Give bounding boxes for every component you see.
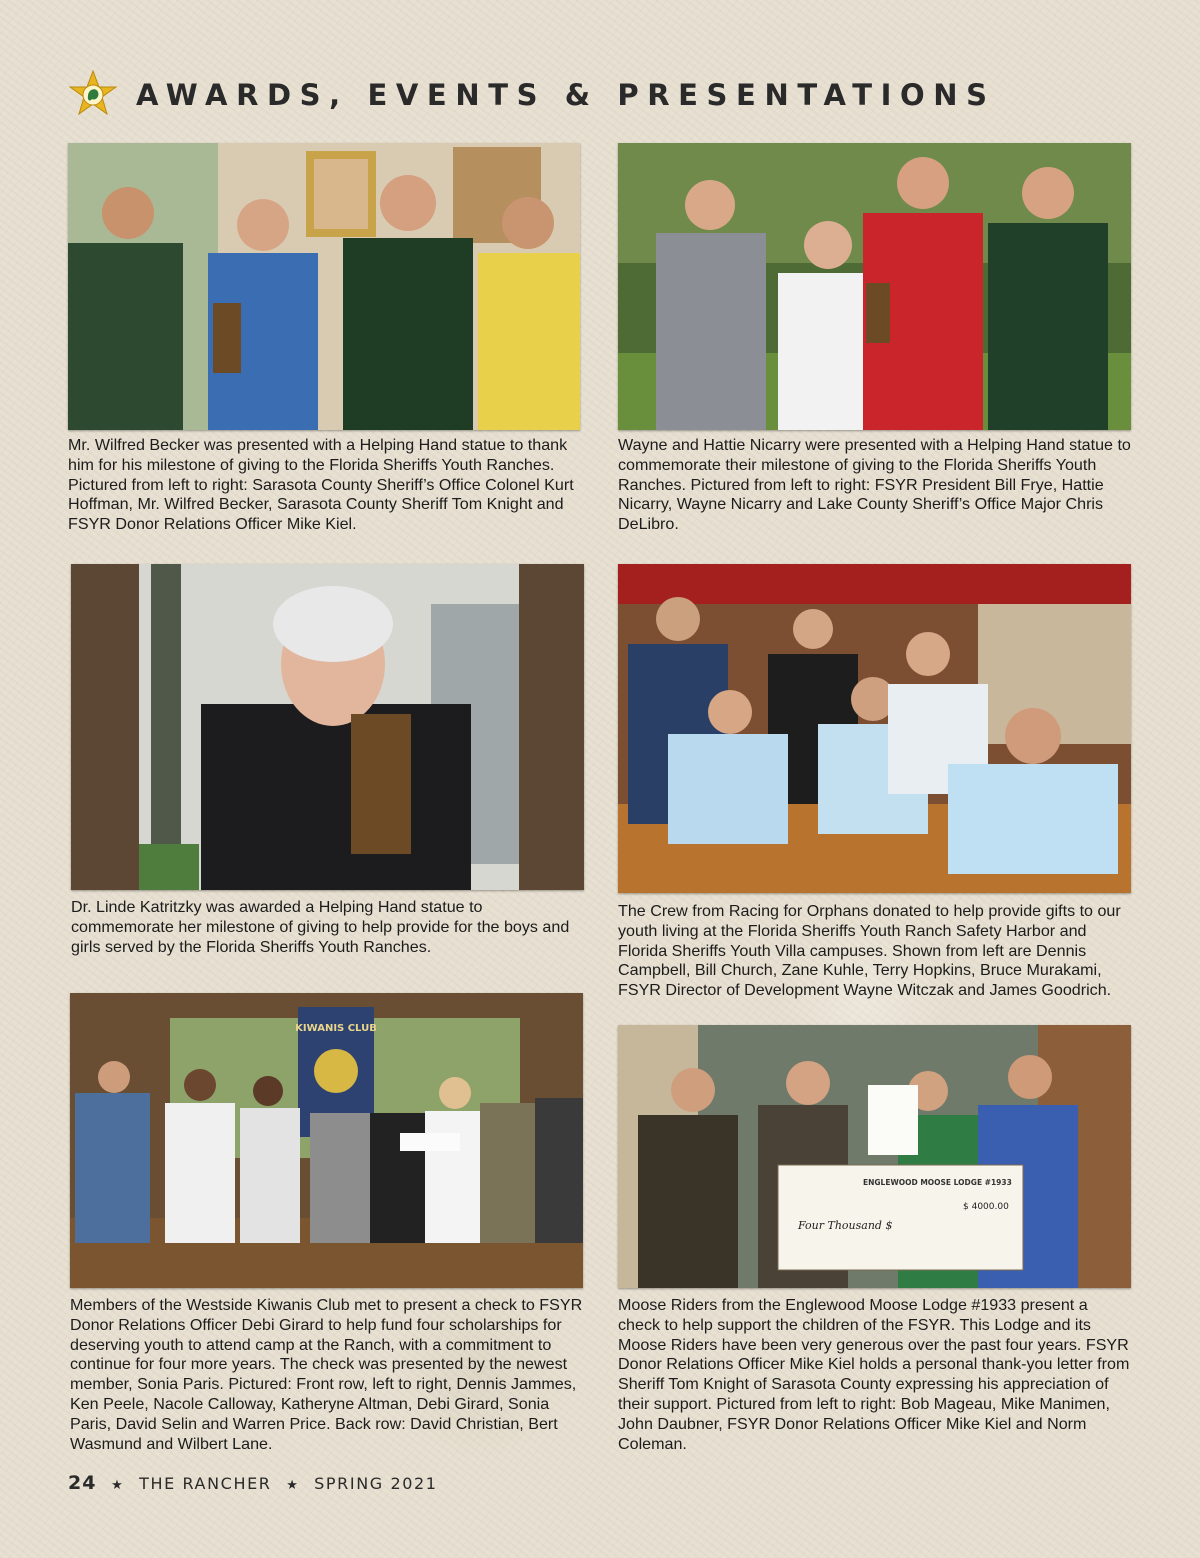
photo-moose-riders [618, 1025, 1131, 1288]
page-title: AWARDS, EVENTS & PRESENTATIONS [136, 78, 996, 112]
check-amount-words: Four Thousand $ [798, 1219, 893, 1232]
photo-icon [68, 143, 580, 430]
caption-becker: Mr. Wilfred Becker was presented with a Helping Hand statue to thank him for his milestone of giving to the Florida Sheriffs Youth Ranches. Pictured from left to right: Sarasota County Sheriff’s Office Colonel Kurt Hoffman, Mr. Wilfred Becker, Sarasota County Sheriff Tom Knight and FSYR Donor Relations Officer Mike Kiel. [68, 436, 574, 534]
caption-moose-riders: Moose Riders from the Englewood Moose Lodge #1933 present a check to help support the children of the FSYR. This Lodge and its Moose Riders have been very generous over the past four years. FSYR Donor Relations Officer Mike Kiel holds a personal thank-you letter from Sheriff Tom Knight of Sarasota County expressing his appreciation of their support. Pictured from left to right: Bob Mageau, Mike Manimen, John Daubner, FSYR Donor Relations Officer Mike Kiel and Norm Coleman. [618, 1296, 1130, 1453]
photo-katritzky-award [71, 564, 584, 890]
publication-name: THE RANCHER [139, 1474, 272, 1493]
caption-westside-kiwanis: Members of the Westside Kiwanis Club met to present a check to FSYR Donor Relations Officer Debi Girard to help fund four scholarships for deserving youth to attend camp at the Ranch, with a commitment to continue for four more years. The check was presented by the newest member, Sonia Paris. Pictured: Front row, left to right, Dennis Jammes, Ken Peele, Nacole Calloway, Katheryne Altman, Debi Girard, Sonia Paris, David Selin and Warren Price. Back row: David Christian, Bert Wasmund and Wilbert Lane. [70, 1296, 583, 1453]
photo-icon [618, 1025, 1131, 1288]
footer-star-icon: ★ [286, 1478, 300, 1493]
caption-katritzky: Dr. Linde Katritzky was awarded a Helping Hand statue to commemorate her milestone of giving to help provide for the boys and girls served by the Florida Sheriffs Youth Ranches. [71, 898, 570, 956]
page-number: 24 [68, 1472, 97, 1494]
page-header [68, 70, 1068, 124]
photo-racing-for-orphans [618, 564, 1131, 893]
photo-becker-presentation [68, 143, 580, 430]
photo-icon [71, 564, 584, 890]
issue-label: SPRING 2021 [314, 1474, 438, 1493]
footer-star-icon: ★ [111, 1478, 125, 1493]
page-footer [68, 1472, 438, 1494]
caption-nicarry: Wayne and Hattie Nicarry were presented with a Helping Hand statue to commemorate their milestone of giving to the Florida Sheriffs Youth Ranches. Pictured from left to right: FSYR President Bill Frye, Hattie Nicarry, Wayne Nicarry and Lake County Sheriff’s Office Major Chris DeLibro. [618, 436, 1131, 534]
check-lodge-text: ENGLEWOOD MOOSE LODGE #1933 [863, 1178, 1012, 1187]
photo-icon [618, 143, 1131, 430]
check-amount-text: $ 4000.00 [963, 1202, 1009, 1212]
sheriff-star-icon [68, 70, 118, 120]
photo-icon [70, 993, 583, 1288]
photo-nicarry-presentation [618, 143, 1131, 430]
photo-westside-kiwanis [70, 993, 583, 1288]
caption-racing-for-orphans: The Crew from Racing for Orphans donated to help provide gifts to our youth living at the Florida Sheriffs Youth Ranch Safety Harbor and Florida Sheriffs Youth Villa campuses. Shown from left are Dennis Campbell, Bill Church, Zane Kuhle, Terry Hopkins, Bruce Murakami, FSYR Director of Development Wayne Witczak and James Goodrich. [618, 902, 1121, 1000]
kiwanis-banner-text: KIWANIS CLUB [295, 1023, 377, 1034]
photo-icon [618, 564, 1131, 893]
